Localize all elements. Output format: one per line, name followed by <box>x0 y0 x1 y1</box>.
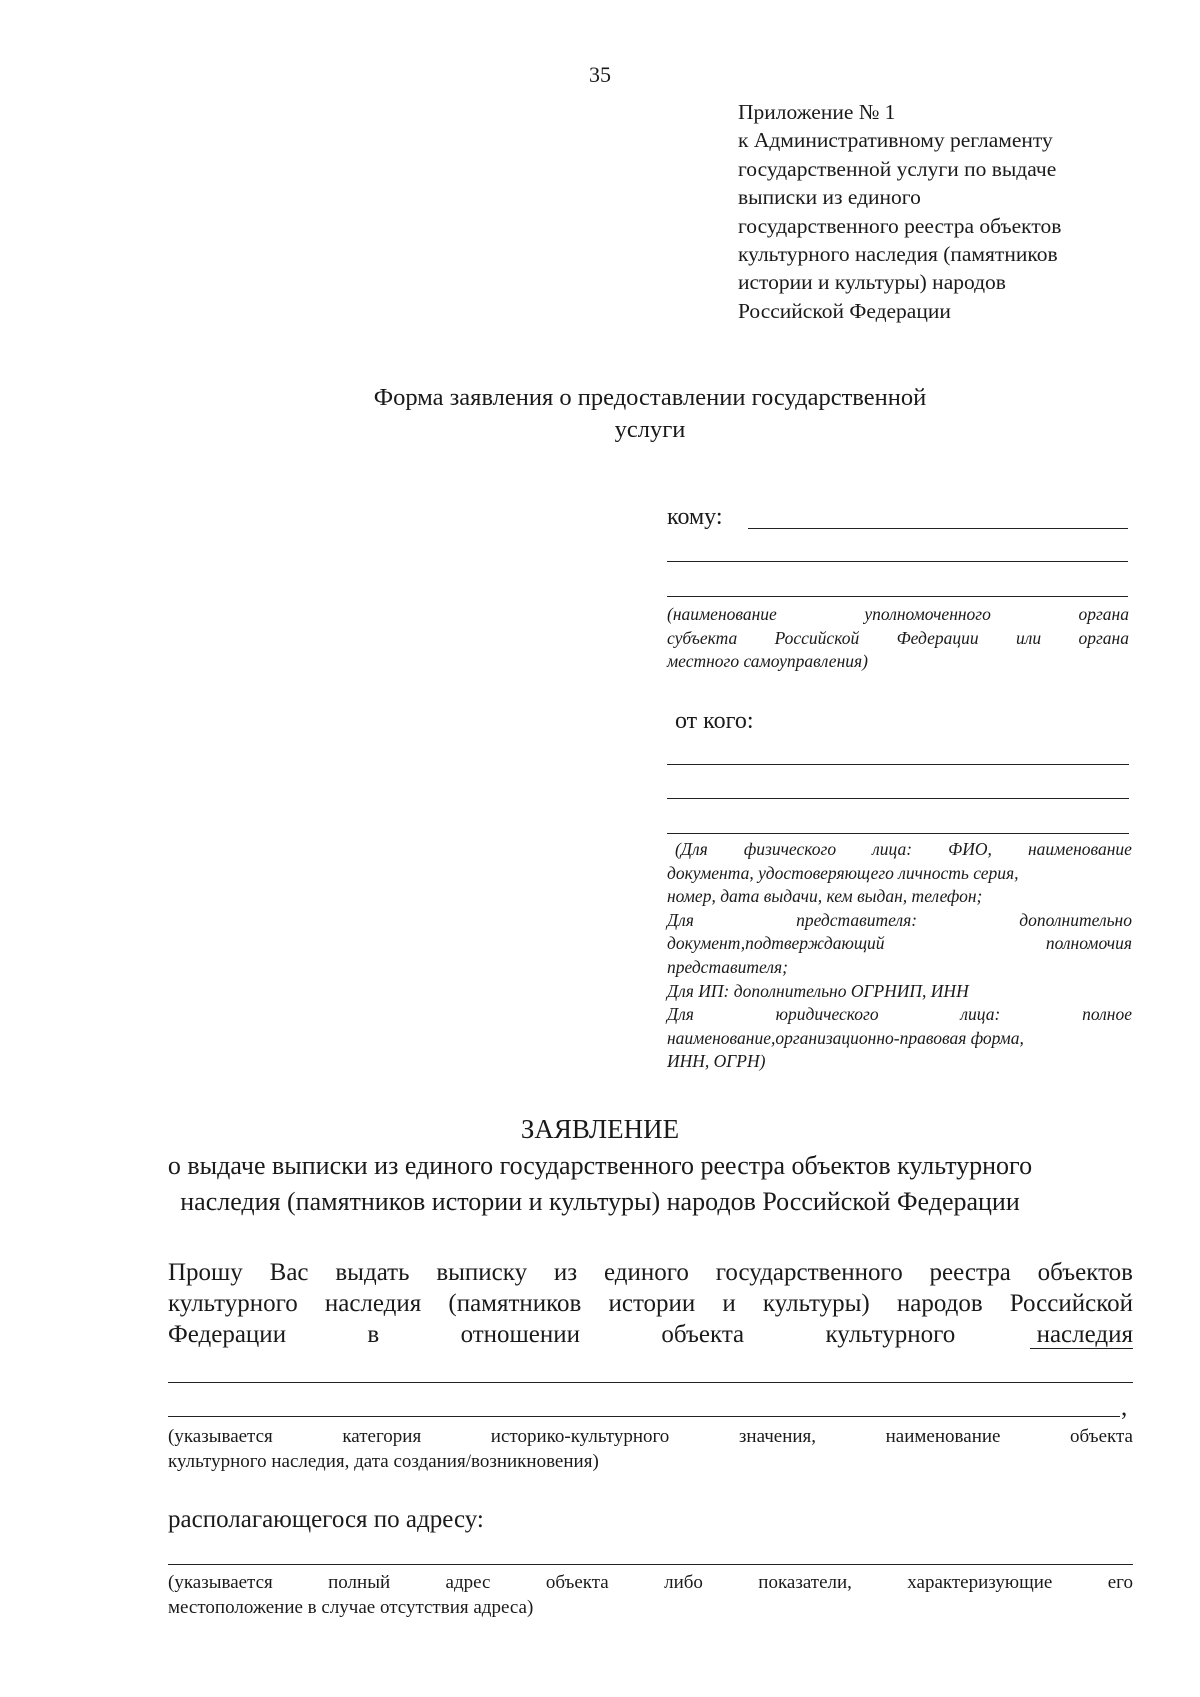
sender-note-line: Для юридического лица: полное <box>667 1004 1132 1025</box>
sender-note-line: наименование,организационно-правовая форма, <box>667 1027 1024 1048</box>
statement-subheading-line: наследия (памятников истории и культуры) народов Российской Федерации <box>180 1187 1020 1216</box>
sender-label: от кого: <box>675 708 754 734</box>
recipient-note <box>667 603 1129 674</box>
address-note-line: местоположение в случае отсутствия адреса) <box>168 1597 534 1618</box>
sender-note <box>667 838 1132 1074</box>
appendix-line: истории и культуры) народов <box>738 270 1006 295</box>
statement-subheading <box>0 1148 1200 1220</box>
sender-note-line: представителя; <box>667 956 788 977</box>
form-title-line: Форма заявления о предоставлении государственной <box>373 384 927 411</box>
request-line: Прошу Вас выдать выписку из единого государственного реестра объектов <box>168 1259 1133 1286</box>
appendix-block <box>738 98 1178 325</box>
sender-note-line: документ,подтверждающий полномочия <box>667 933 1132 954</box>
request-line: Федерации в отношении объекта культурного наследия <box>168 1321 1133 1348</box>
sender-note-line: ИНН, ОГРН) <box>667 1051 766 1072</box>
form-title-line: услуги <box>614 416 686 443</box>
recipient-label: кому: <box>667 504 723 530</box>
object-note <box>168 1424 1133 1474</box>
statement-subheading-line: о выдаче выписки из единого государственного реестра объектов культурного <box>167 1151 1033 1180</box>
object-field-comma: , <box>1121 1394 1128 1421</box>
appendix-line: Российской Федерации <box>738 298 951 323</box>
sender-note-line: Для представителя: дополнительно <box>667 909 1132 930</box>
recipient-field-line-3[interactable] <box>667 596 1128 597</box>
object-note-line: культурного наследия, дата создания/возникновения) <box>168 1451 599 1472</box>
sender-field-line-1[interactable] <box>667 764 1129 765</box>
recipient-note-line: местного самоуправления) <box>667 651 868 672</box>
appendix-line: культурного наследия (памятников <box>738 242 1058 267</box>
address-note-line: (указывается полный адрес объекта либо показатели, характеризующие его <box>168 1572 1133 1593</box>
object-field-line-2[interactable] <box>168 1416 1120 1417</box>
appendix-line: государственной услуги по выдаче <box>738 156 1057 181</box>
sender-field-line-2[interactable] <box>667 798 1129 799</box>
sender-note-line: (Для физического лица: ФИО, наименование <box>675 839 1132 859</box>
sender-note-line: номер, дата выдачи, кем выдан, телефон; <box>667 886 983 907</box>
request-paragraph <box>168 1257 1133 1350</box>
address-note <box>168 1570 1133 1620</box>
appendix-line: государственного реестра объектов <box>738 213 1062 238</box>
appendix-line: к Административному регламенту <box>738 128 1053 153</box>
object-field-line-0[interactable] <box>1030 1348 1133 1349</box>
form-title <box>250 382 1050 446</box>
address-label: располагающегося по адресу: <box>168 1506 484 1533</box>
recipient-note-line: субъекта Российской Федерации или органа <box>667 627 1129 648</box>
object-field-line-1[interactable] <box>168 1382 1133 1383</box>
sender-note-line: Для ИП: дополнительно ОГРНИП, ИНН <box>667 980 969 1001</box>
request-line: культурного наследия (памятников истории и культуры) народов Российской <box>168 1290 1133 1317</box>
recipient-field-line-1[interactable] <box>748 528 1128 529</box>
page-number: 35 <box>589 62 611 87</box>
object-note-line: (указывается категория историко-культурного значения, наименование объекта <box>168 1426 1133 1447</box>
appendix-line: Приложение № 1 <box>738 100 896 124</box>
recipient-field-line-2[interactable] <box>667 561 1128 562</box>
recipient-note-line: (наименование уполномоченного органа <box>667 604 1129 624</box>
sender-note-line: документа, удостоверяющего личность серия, <box>667 862 1019 883</box>
appendix-line: выписки из единого <box>738 185 921 210</box>
sender-field-line-3[interactable] <box>667 833 1129 834</box>
address-field-line[interactable] <box>168 1564 1133 1565</box>
statement-heading: ЗАЯВЛЕНИЕ <box>520 1114 680 1144</box>
